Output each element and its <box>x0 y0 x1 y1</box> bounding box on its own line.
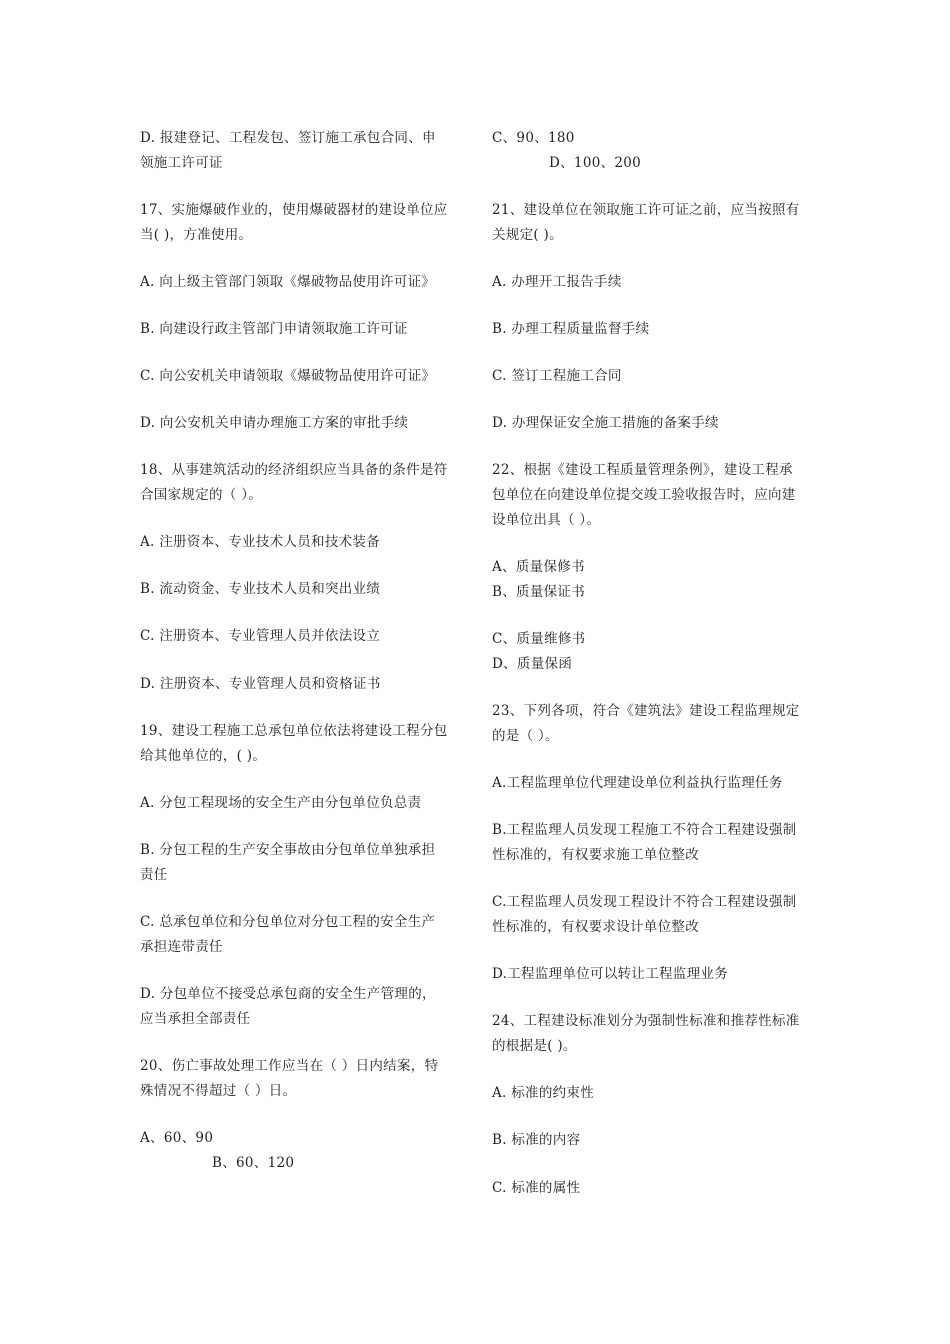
text-line: A. 向上级主管部门领取《爆破物品使用许可证》 <box>140 274 436 290</box>
text-line: 20、伤亡事故处理工作应当在（ ）日内结案，特 <box>140 1058 439 1074</box>
text-line: D. 向公安机关申请办理施工方案的审批手续 <box>140 415 409 431</box>
text-line: C、质量维修书 <box>492 631 586 647</box>
text-line: B. 办理工程质量监督手续 <box>492 321 650 337</box>
text-line: B. 流动资金、专业技术人员和突出业绩 <box>140 581 381 597</box>
text-line: 关规定( )。 <box>492 227 563 243</box>
text-line: A. 办理开工报告手续 <box>492 274 622 290</box>
text-line: C. 注册资本、专业管理人员并依法设立 <box>140 628 381 644</box>
text-line: D、质量保函 <box>492 656 573 672</box>
text-line: 的是（ ）。 <box>492 728 559 744</box>
text-line: 承担连带责任 <box>140 939 223 955</box>
text-line: 包单位在向建设单位提交竣工验收报告时，应向建 <box>492 487 796 503</box>
text-line: 当( )，方准使用。 <box>140 227 253 243</box>
text-line: 性标准的，有权要求设计单位整改 <box>492 919 699 935</box>
text-line: 殊情况不得超过（ ）日。 <box>140 1083 297 1099</box>
text-line: 18、从事建筑活动的经济组织应当具备的条件是符 <box>140 462 448 478</box>
text-line: B. 标准的内容 <box>492 1132 581 1148</box>
text-line: A、质量保修书 <box>492 559 585 575</box>
text-line: 24、工程建设标准划分为强制性标准和推荐性标准 <box>492 1013 800 1029</box>
text-line: C. 向公安机关申请领取《爆破物品使用许可证》 <box>140 368 436 384</box>
text-line: A、60、90 <box>140 1130 214 1146</box>
text-line: B、60、120 <box>212 1155 295 1171</box>
text-line: B、质量保证书 <box>492 584 586 600</box>
text-line: B. 向建设行政主管部门申请领取施工许可证 <box>140 321 408 337</box>
text-line: 23、下列各项，符合《建筑法》建设工程监理规定 <box>492 703 800 719</box>
text-line: C. 签订工程施工合同 <box>492 368 622 384</box>
text-line: A. 注册资本、专业技术人员和技术装备 <box>140 534 381 550</box>
text-line: A. 分包工程现场的安全生产由分包单位负总责 <box>140 795 422 811</box>
text-line: B.工程监理人员发现工程施工不符合工程建设强制 <box>492 822 797 838</box>
text-line: D. 办理保证安全施工措施的备案手续 <box>492 415 719 431</box>
text-line: B. 分包工程的生产安全事故由分包单位单独承担 <box>140 842 436 858</box>
text-line: 应当承担全部责任 <box>140 1011 251 1027</box>
text-line: D.工程监理单位可以转让工程监理业务 <box>492 966 729 982</box>
text-line: C、90、180 <box>492 130 575 146</box>
text-line: 17、实施爆破作业的，使用爆破器材的建设单位应 <box>140 202 448 218</box>
text-line: 设单位出具（ ）。 <box>492 512 601 528</box>
text-line: C.工程监理人员发现工程设计不符合工程建设强制 <box>492 894 797 910</box>
text-line: A. 标准的约束性 <box>492 1085 595 1101</box>
text-line: D. 分包单位不接受总承包商的安全生产管理的， <box>140 986 436 1002</box>
text-line: C. 总承包单位和分包单位对分包工程的安全生产 <box>140 914 436 930</box>
text-line: 领施工许可证 <box>140 155 223 171</box>
text-line: D、100、200 <box>549 155 642 171</box>
text-line: 给其他单位的，( )。 <box>140 748 267 764</box>
text-line: 合国家规定的（ ）。 <box>140 487 263 503</box>
text-line: 22、根据《建设工程质量管理条例》，建设工程承 <box>492 462 793 478</box>
text-line: 性标准的，有权要求施工单位整改 <box>492 847 699 863</box>
text-line: A.工程监理单位代理建设单位利益执行监理任务 <box>492 775 783 791</box>
text-line: 责任 <box>140 867 168 883</box>
text-line: D. 注册资本、专业管理人员和资格证书 <box>140 676 381 692</box>
text-line: C. 标准的属性 <box>492 1180 581 1196</box>
text-line: 19、建设工程施工总承包单位依法将建设工程分包 <box>140 723 448 739</box>
text-line: D. 报建登记、工程发包、签订施工承包合同、申 <box>140 130 436 146</box>
text-line: 21、建设单位在领取施工许可证之前，应当按照有 <box>492 202 800 218</box>
text-line: 的根据是( )。 <box>492 1038 577 1054</box>
